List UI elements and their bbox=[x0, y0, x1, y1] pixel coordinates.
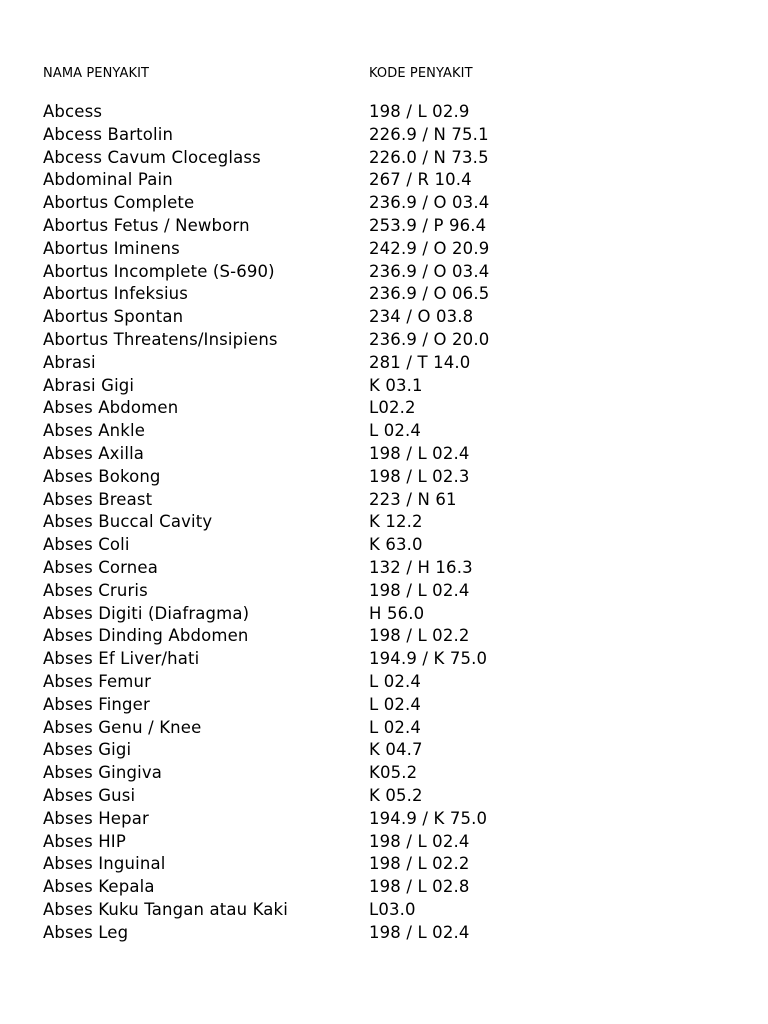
disease-name: Abses Gingiva bbox=[43, 763, 163, 783]
disease-name: Abses Digiti (Diafragma) bbox=[43, 603, 250, 623]
disease-code: 198 / L 02.8 bbox=[369, 877, 470, 897]
table-row bbox=[43, 671, 743, 694]
disease-code: 236.9 / O 20.0 bbox=[369, 329, 490, 349]
table-row bbox=[43, 352, 743, 375]
disease-code: L03.0 bbox=[369, 899, 416, 919]
table-row bbox=[43, 511, 743, 534]
disease-code: 234 / O 03.8 bbox=[369, 307, 474, 327]
table-row bbox=[43, 443, 743, 466]
disease-code: K 12.2 bbox=[369, 512, 423, 532]
disease-code: L02.2 bbox=[369, 398, 416, 418]
table-row bbox=[43, 739, 743, 762]
disease-name: Abses Kepala bbox=[43, 877, 155, 897]
disease-code: 198 / L 02.4 bbox=[369, 580, 470, 600]
disease-code: 198 / L 02.2 bbox=[369, 626, 470, 646]
table-row bbox=[43, 625, 743, 648]
disease-name: Abses Ef Liver/hati bbox=[43, 649, 200, 669]
disease-code: K 03.1 bbox=[369, 375, 423, 395]
disease-name: Abses Inguinal bbox=[43, 854, 166, 874]
disease-code: K 04.7 bbox=[369, 740, 423, 760]
table-row bbox=[43, 420, 743, 443]
table-row bbox=[43, 169, 743, 192]
table-row bbox=[43, 853, 743, 876]
disease-name: Abses Cornea bbox=[43, 557, 158, 577]
disease-code: 198 / L 02.4 bbox=[369, 443, 470, 463]
disease-code: L 02.4 bbox=[369, 717, 422, 737]
table-row bbox=[43, 876, 743, 899]
table-row bbox=[43, 922, 743, 945]
disease-code: 198 / L 02.2 bbox=[369, 854, 470, 874]
disease-name: Abses Hepar bbox=[43, 808, 149, 828]
disease-name: Abses HIP bbox=[43, 831, 126, 851]
disease-name: Abcess bbox=[43, 102, 103, 121]
disease-name: Abortus Complete bbox=[43, 193, 195, 213]
disease-code: K05.2 bbox=[369, 763, 418, 783]
table-row bbox=[43, 534, 743, 557]
disease-code: 226.9 / N 75.1 bbox=[369, 124, 489, 144]
table-row bbox=[43, 283, 743, 306]
disease-name: Abrasi bbox=[43, 352, 96, 372]
disease-name: Abortus Threatens/Insipiens bbox=[43, 329, 278, 349]
table-row bbox=[43, 648, 743, 671]
disease-name: Abortus Fetus / Newborn bbox=[43, 215, 250, 235]
disease-code: 242.9 / O 20.9 bbox=[369, 238, 490, 258]
table-row bbox=[43, 124, 743, 147]
table-row bbox=[43, 238, 743, 261]
disease-name: Abortus Iminens bbox=[43, 238, 180, 258]
disease-name: Abses Cruris bbox=[43, 580, 148, 600]
disease-name: Abortus Infeksius bbox=[43, 284, 189, 304]
header-disease-name: NAMA PENYAKIT bbox=[43, 66, 150, 81]
disease-code: 223 / N 61 bbox=[369, 489, 457, 509]
disease-name: Abses Buccal Cavity bbox=[43, 512, 213, 532]
disease-name: Abses Leg bbox=[43, 922, 129, 942]
table-row bbox=[43, 694, 743, 717]
disease-code: 226.0 / N 73.5 bbox=[369, 147, 489, 167]
header-disease-code: KODE PENYAKIT bbox=[369, 66, 473, 81]
table-row bbox=[43, 215, 743, 238]
disease-code: 267 / R 10.4 bbox=[369, 170, 472, 190]
disease-code: 281 / T 14.0 bbox=[369, 352, 471, 372]
disease-code: L 02.4 bbox=[369, 671, 422, 691]
table-row bbox=[43, 261, 743, 284]
table-row bbox=[43, 147, 743, 170]
disease-code: 194.9 / K 75.0 bbox=[369, 808, 488, 828]
disease-code: L 02.4 bbox=[369, 694, 422, 714]
table-row bbox=[43, 466, 743, 489]
table-row bbox=[43, 192, 743, 215]
table-row bbox=[43, 717, 743, 740]
disease-list bbox=[43, 101, 743, 944]
table-row bbox=[43, 580, 743, 603]
disease-name: Abses Dinding Abdomen bbox=[43, 626, 249, 646]
table-row bbox=[43, 306, 743, 329]
table-row bbox=[43, 762, 743, 785]
disease-code: 198 / L 02.9 bbox=[369, 102, 470, 121]
disease-name: Abdominal Pain bbox=[43, 170, 173, 190]
disease-name: Abses Genu / Knee bbox=[43, 717, 202, 737]
disease-name: Abcess Cavum Cloceglass bbox=[43, 147, 261, 167]
disease-name: Abses Kuku Tangan atau Kaki bbox=[43, 899, 288, 919]
table-row bbox=[43, 808, 743, 831]
disease-name: Abses Femur bbox=[43, 671, 152, 691]
disease-name: Abses Axilla bbox=[43, 443, 145, 463]
disease-name: Abses Finger bbox=[43, 694, 150, 714]
disease-name: Abrasi Gigi bbox=[43, 375, 135, 395]
disease-code: H 56.0 bbox=[369, 603, 425, 623]
disease-name: Abses Ankle bbox=[43, 421, 146, 441]
disease-code: K 05.2 bbox=[369, 785, 423, 805]
disease-name: Abses Gigi bbox=[43, 740, 132, 760]
disease-code: 194.9 / K 75.0 bbox=[369, 649, 488, 669]
disease-code: 253.9 / P 96.4 bbox=[369, 215, 487, 235]
disease-code: 236.9 / O 03.4 bbox=[369, 193, 490, 213]
table-row bbox=[43, 899, 743, 922]
disease-name: Abses Abdomen bbox=[43, 398, 179, 418]
disease-name: Abortus Incomplete (S-690) bbox=[43, 261, 275, 281]
disease-code: 132 / H 16.3 bbox=[369, 557, 473, 577]
disease-code: L 02.4 bbox=[369, 421, 422, 441]
table-row bbox=[43, 101, 743, 124]
disease-name: Abses Coli bbox=[43, 535, 130, 555]
disease-code: K 63.0 bbox=[369, 535, 423, 555]
table-header bbox=[43, 66, 743, 82]
disease-name: Abses Breast bbox=[43, 489, 153, 509]
disease-name: Abses Gusi bbox=[43, 785, 136, 805]
table-row bbox=[43, 375, 743, 398]
disease-name: Abortus Spontan bbox=[43, 307, 184, 327]
disease-code: 198 / L 02.4 bbox=[369, 922, 470, 942]
disease-name: Abses Bokong bbox=[43, 466, 161, 486]
disease-name: Abcess Bartolin bbox=[43, 124, 174, 144]
disease-code: 198 / L 02.3 bbox=[369, 466, 470, 486]
table-row bbox=[43, 329, 743, 352]
disease-code: 236.9 / O 03.4 bbox=[369, 261, 490, 281]
disease-code: 198 / L 02.4 bbox=[369, 831, 470, 851]
table-row bbox=[43, 397, 743, 420]
table-row bbox=[43, 831, 743, 854]
disease-code: 236.9 / O 06.5 bbox=[369, 284, 490, 304]
table-row bbox=[43, 489, 743, 512]
table-row bbox=[43, 557, 743, 580]
table-row bbox=[43, 785, 743, 808]
table-row bbox=[43, 603, 743, 626]
